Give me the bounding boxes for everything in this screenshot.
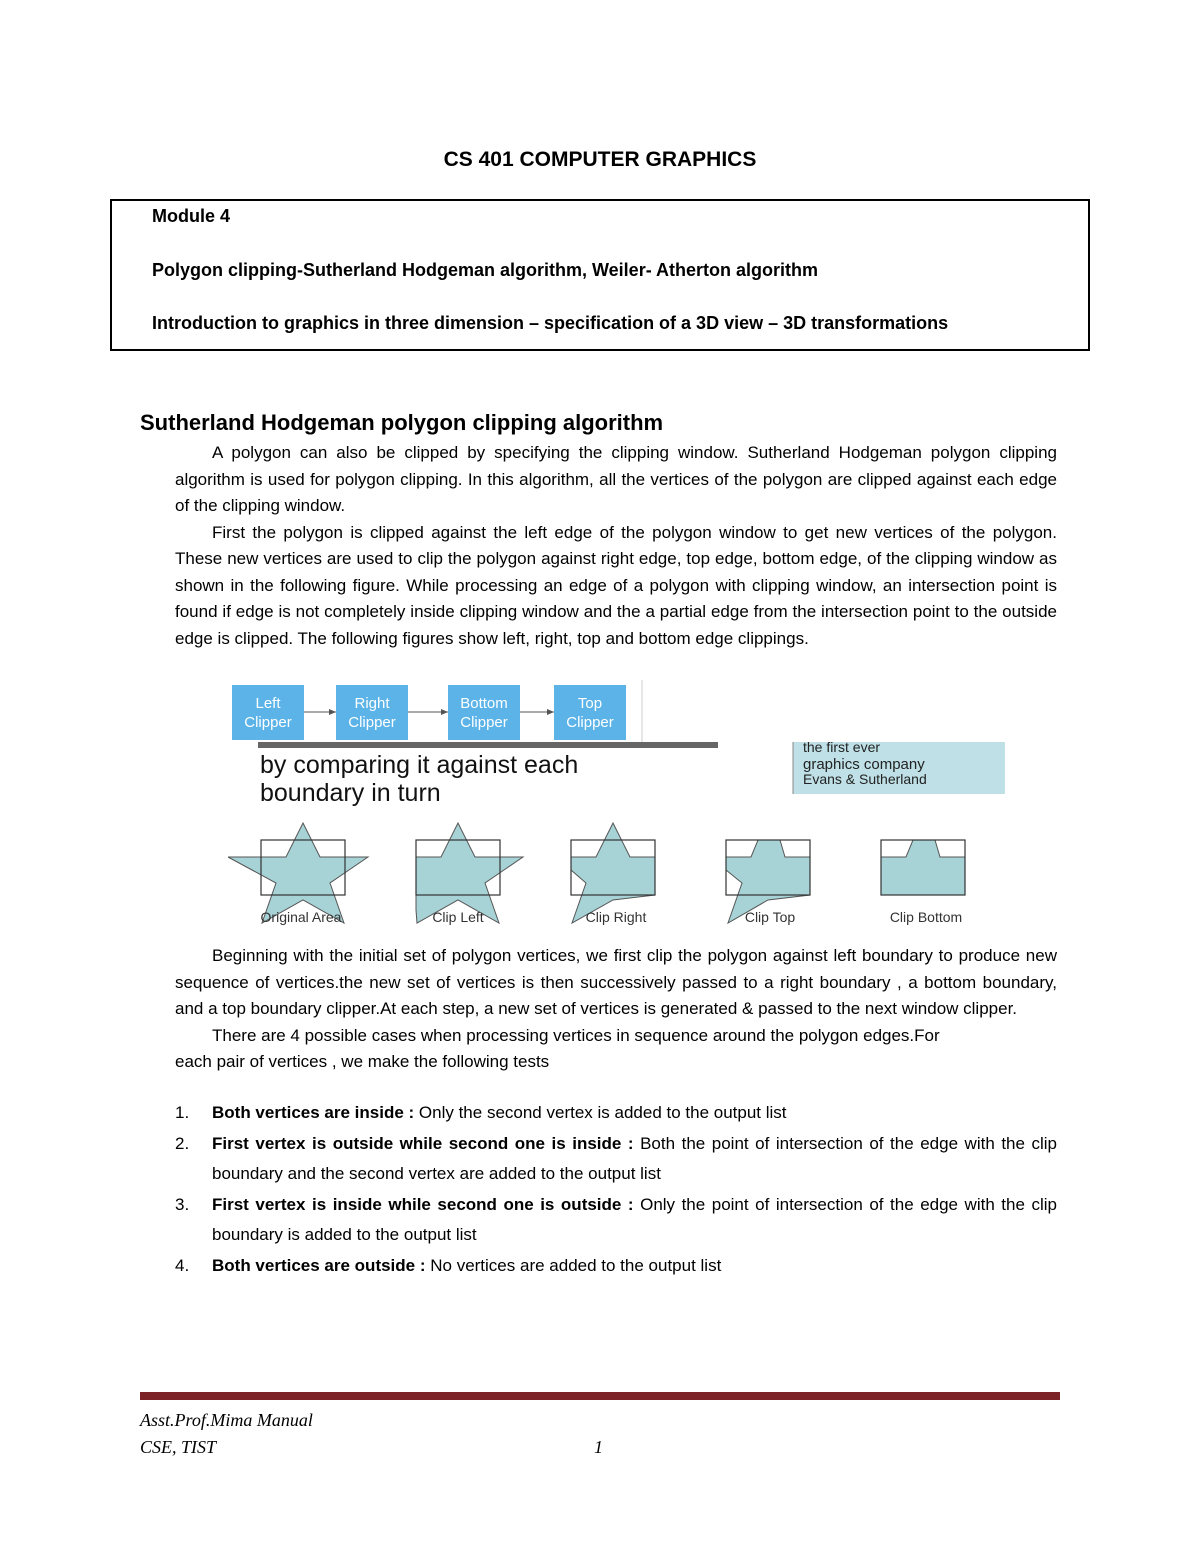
case-title: First vertex is outside while second one is inside : <box>212 1133 634 1153</box>
side-note-line1: the first ever <box>803 739 881 755</box>
bottom-clipper-label: Bottom <box>460 695 508 712</box>
clipping-figure <box>228 680 1018 930</box>
bottom-clipper-box <box>448 685 520 740</box>
right-clipper-label: Right <box>354 695 390 712</box>
clipper-pipeline <box>232 680 642 742</box>
case-text: Both the point of intersection of the edge with the clip boundary and the second vertex are added to the output list <box>212 1133 1057 1183</box>
page-number: 1 <box>594 1437 603 1457</box>
body-paragraphs <box>175 943 1057 1076</box>
paragraph-4-line1: There are 4 possible cases when processing vertices in sequence around the polygon edges.For <box>212 1025 940 1045</box>
case-title: Both vertices are outside : <box>212 1255 426 1275</box>
star-label-clip-right: Clip Right <box>585 909 647 925</box>
list-number: 1. <box>175 1103 190 1122</box>
star-label-clip-top: Clip Top <box>744 909 796 925</box>
list-number: 2. <box>175 1133 190 1153</box>
left-clipper-label: Left <box>255 695 281 712</box>
paragraph-3: Beginning with the initial set of polygon vertices, we first clip the polygon against left boundary to produce new sequence of vertices.the new set of vertices is then successively passed to a right boundary , a bottom boundary, and a top boundary clipper.At each step, a new set of vertices is generated & passed to the next window clipper. <box>175 946 1057 1018</box>
intro-paragraphs <box>175 440 1057 652</box>
list-item <box>175 1129 1057 1190</box>
footer-dept: CSE, TIST <box>140 1437 217 1457</box>
star-label-original: Original Area <box>260 909 342 925</box>
module-label: Module 4 <box>152 206 231 226</box>
star-label-clip-bottom: Clip Bottom <box>889 909 963 925</box>
module-topic-2: Introduction to graphics in three dimension – specification of a 3D view – 3D transformations <box>152 313 949 333</box>
bottom-clipper-label-2: Clipper <box>460 714 508 731</box>
page-title: CS 401 COMPUTER GRAPHICS <box>443 148 757 171</box>
list-number: 4. <box>175 1255 190 1275</box>
star-clip-right <box>571 823 655 923</box>
cases-list <box>175 1098 1057 1281</box>
top-clipper-label: Top <box>577 695 603 712</box>
section-heading: Sutherland Hodgeman polygon clipping algorithm <box>140 410 664 435</box>
list-item <box>175 1190 1057 1251</box>
footer-author: Asst.Prof.Mima Manual <box>140 1410 313 1430</box>
case-text: Only the point of intersection of the edge with the clip boundary is added to the output list <box>212 1194 1057 1244</box>
list-item <box>175 1251 1057 1282</box>
star-clip-left <box>416 823 523 923</box>
right-clipper-box <box>336 685 408 740</box>
case-text: No vertices are added to the output list <box>425 1255 722 1275</box>
list-item <box>175 1098 1057 1129</box>
right-clipper-label-2: Clipper <box>348 714 396 731</box>
side-note-line3: Evans & Sutherland <box>803 771 927 787</box>
star-label-clip-left: Clip Left <box>432 909 484 925</box>
figure-caption-line1: by comparing it against each <box>260 751 579 779</box>
star-original <box>228 823 368 923</box>
case-title: Both vertices are inside : <box>212 1103 415 1122</box>
case-title: First vertex is inside while second one is outside : <box>212 1194 634 1214</box>
star-clip-bottom <box>881 840 965 895</box>
case-text: Only the second vertex is added to the output list <box>414 1103 787 1122</box>
top-clipper-label-2: Clipper <box>566 714 614 731</box>
left-clipper-box <box>232 685 304 740</box>
top-clipper-box <box>554 685 626 740</box>
side-note-line2: graphics company <box>803 756 925 773</box>
left-clipper-label-2: Clipper <box>244 714 292 731</box>
figure-caption-line2: boundary in turn <box>260 779 441 807</box>
paragraph-2: First the polygon is clipped against the left edge of the polygon window to get new vertices of the polygon. These new vertices are used to clip the polygon against right edge, top edge, bottom edge, of the clipping window as shown in the following figure. While processing an edge of a polygon with clipping window, an intersection point is found if edge is not completely inside clipping window and the a partial edge from the intersection point to the outside edge is clipped. The following figures show left, right, top and bottom edge clippings. <box>175 522 1057 648</box>
module-topic-1: Polygon clipping-Sutherland Hodgeman algorithm, Weiler- Atherton algorithm <box>152 260 819 280</box>
list-number: 3. <box>175 1194 190 1214</box>
module-box <box>110 199 1090 351</box>
paragraph-1: A polygon can also be clipped by specifying the clipping window. Sutherland Hodgeman polygon clipping algorithm is used for polygon clipping. In this algorithm, all the vertices of the polygon are clipped against each edge of the clipping window. <box>175 443 1057 515</box>
footer-rule <box>140 1392 1060 1400</box>
paragraph-4-line2: each pair of vertices , we make the following tests <box>175 1052 550 1071</box>
